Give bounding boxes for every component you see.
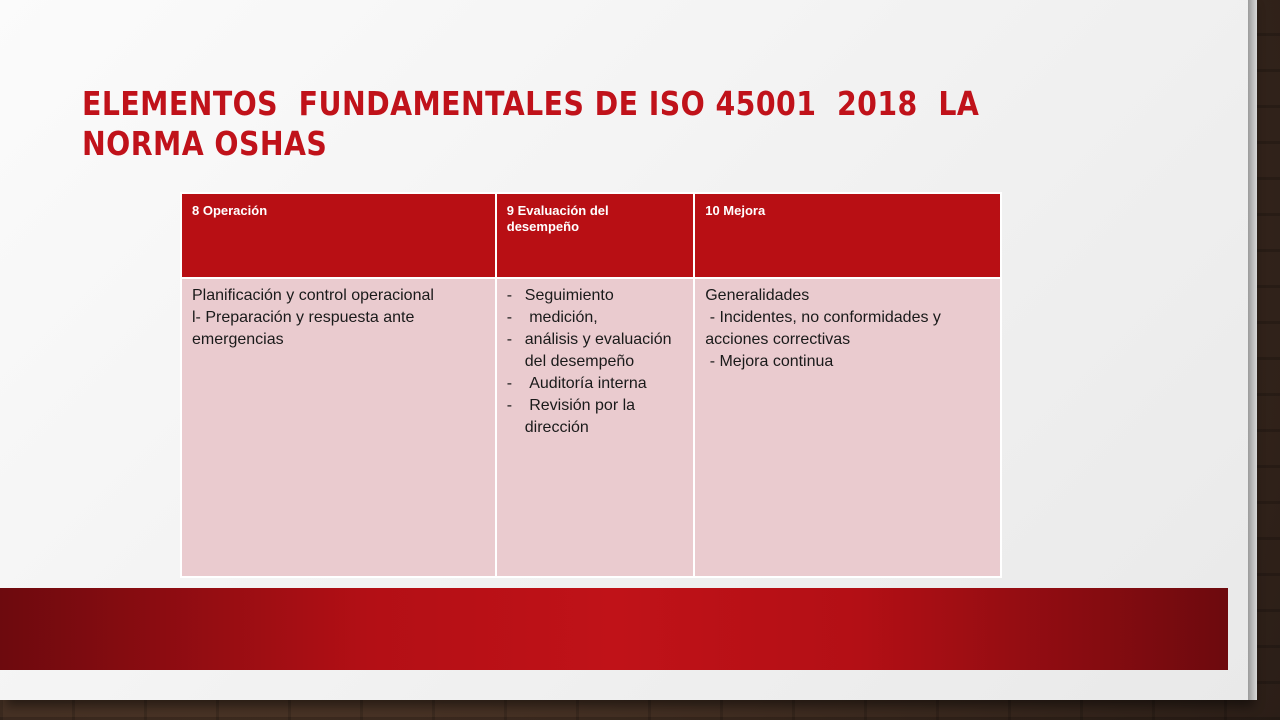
mejora-line: Generalidades: [705, 287, 810, 304]
list-item-text: análisis y evaluación del desempeño: [524, 331, 676, 370]
footer-band: [0, 588, 1228, 670]
table-row: [181, 278, 1001, 577]
dash-bullet: -: [506, 375, 513, 392]
header-evaluacion: 9 Evaluación del desempeño: [496, 193, 694, 278]
dash-bullet: -: [506, 397, 513, 414]
operacion-line: l- Preparación y respuesta ante emergencias: [192, 309, 419, 348]
evaluacion-list: [507, 285, 683, 439]
mejora-line: - Mejora continua: [705, 353, 834, 370]
list-item-text: Seguimiento: [524, 287, 614, 304]
header-mejora: 10 Mejora: [694, 193, 1001, 278]
mejora-line: - Incidentes, no conformidades y acciones correctivas: [705, 309, 946, 348]
list-item: [507, 285, 683, 307]
dash-bullet: -: [506, 331, 513, 348]
list-item-text: Auditoría interna: [524, 375, 647, 392]
cell-operacion: [181, 278, 496, 577]
list-item: [507, 329, 683, 373]
cell-evaluacion: [496, 278, 694, 577]
dash-bullet: -: [506, 287, 513, 304]
iso-elements-table: [180, 192, 1002, 578]
list-item: [507, 373, 683, 395]
list-item-text: medición,: [524, 309, 598, 326]
table-header-row: [181, 193, 1001, 278]
slide-card-edge: [1248, 0, 1257, 700]
header-operacion: 8 Operación: [181, 193, 496, 278]
dash-bullet: -: [506, 309, 513, 326]
iso-elements-table-container: [180, 192, 1002, 578]
operacion-line: Planificación y control operacional: [192, 287, 434, 304]
slide-title: ELEMENTOS FUNDAMENTALES DE ISO 45001 2018 LA NORMA OSHAS: [82, 84, 990, 163]
list-item: [507, 307, 683, 329]
list-item: [507, 395, 683, 439]
cell-mejora: [694, 278, 1001, 577]
list-item-text: Revisión por la dirección: [524, 397, 640, 436]
